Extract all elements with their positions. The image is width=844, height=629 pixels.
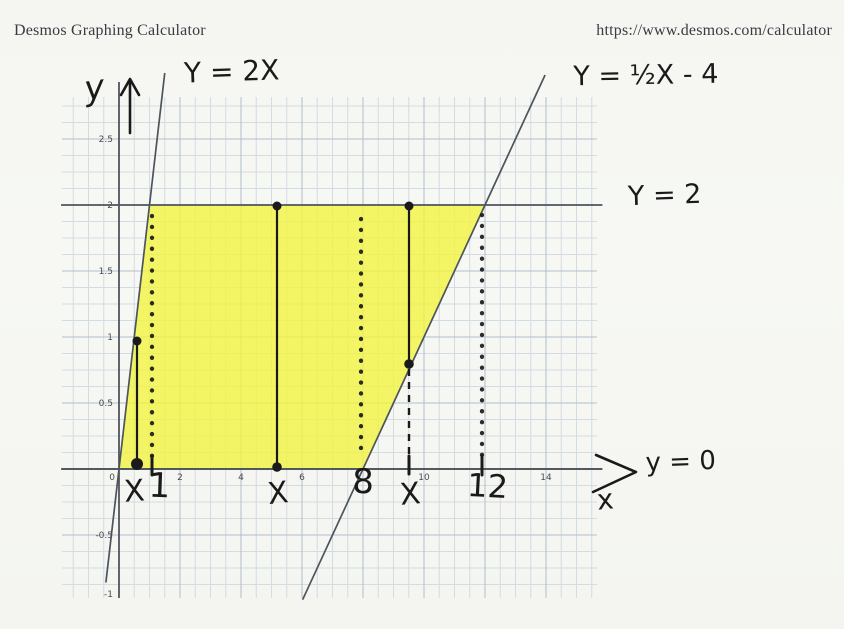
strip-bottom-dot bbox=[404, 359, 414, 369]
page-title: Desmos Graphing Calculator bbox=[14, 22, 206, 39]
x-tick-label: 14 bbox=[540, 473, 552, 483]
hand-equation-label: Y = ½X - 4 bbox=[573, 58, 719, 93]
hand-axis-label: X bbox=[265, 475, 291, 513]
page-url: https://www.desmos.com/calculator bbox=[596, 22, 832, 39]
hand-axis-label: X bbox=[122, 473, 146, 510]
x-tick-label: 0 bbox=[109, 473, 115, 483]
hand-equation-label: Y = 2X bbox=[183, 53, 280, 90]
strip-bottom-dot bbox=[272, 462, 282, 472]
y-tick-label: 1.5 bbox=[98, 267, 113, 277]
y-tick-label: 1 bbox=[107, 333, 113, 343]
y-tick-label: 2.5 bbox=[98, 135, 113, 145]
hand-axis-label: 1 bbox=[147, 465, 171, 507]
x-tick-label: 2 bbox=[177, 473, 183, 483]
hand-axis-label: 8 bbox=[352, 462, 374, 502]
y-tick-label: 2 bbox=[107, 201, 113, 211]
hand-equation-label: Y = 2 bbox=[627, 178, 702, 213]
strip-top-dot bbox=[405, 202, 414, 211]
strip-bottom-dot bbox=[131, 458, 143, 470]
hand-axis-label: X bbox=[398, 476, 422, 513]
hand-axis-label: x bbox=[595, 482, 615, 517]
y-tick-label: -1 bbox=[104, 590, 113, 600]
x-tick-label: 4 bbox=[238, 473, 244, 483]
hand-axis-label: y bbox=[81, 66, 108, 110]
x-tick-label: 10 bbox=[418, 473, 430, 483]
x-tick-label: 6 bbox=[299, 473, 305, 483]
strip-top-dot bbox=[273, 202, 282, 211]
y-tick-label: 0.5 bbox=[98, 399, 113, 409]
y-tick-label: -0.5 bbox=[95, 531, 113, 541]
strip-top-dot bbox=[133, 337, 142, 346]
hand-axis-label: 12 bbox=[466, 465, 509, 507]
hand-equation-label: y = 0 bbox=[645, 445, 717, 479]
